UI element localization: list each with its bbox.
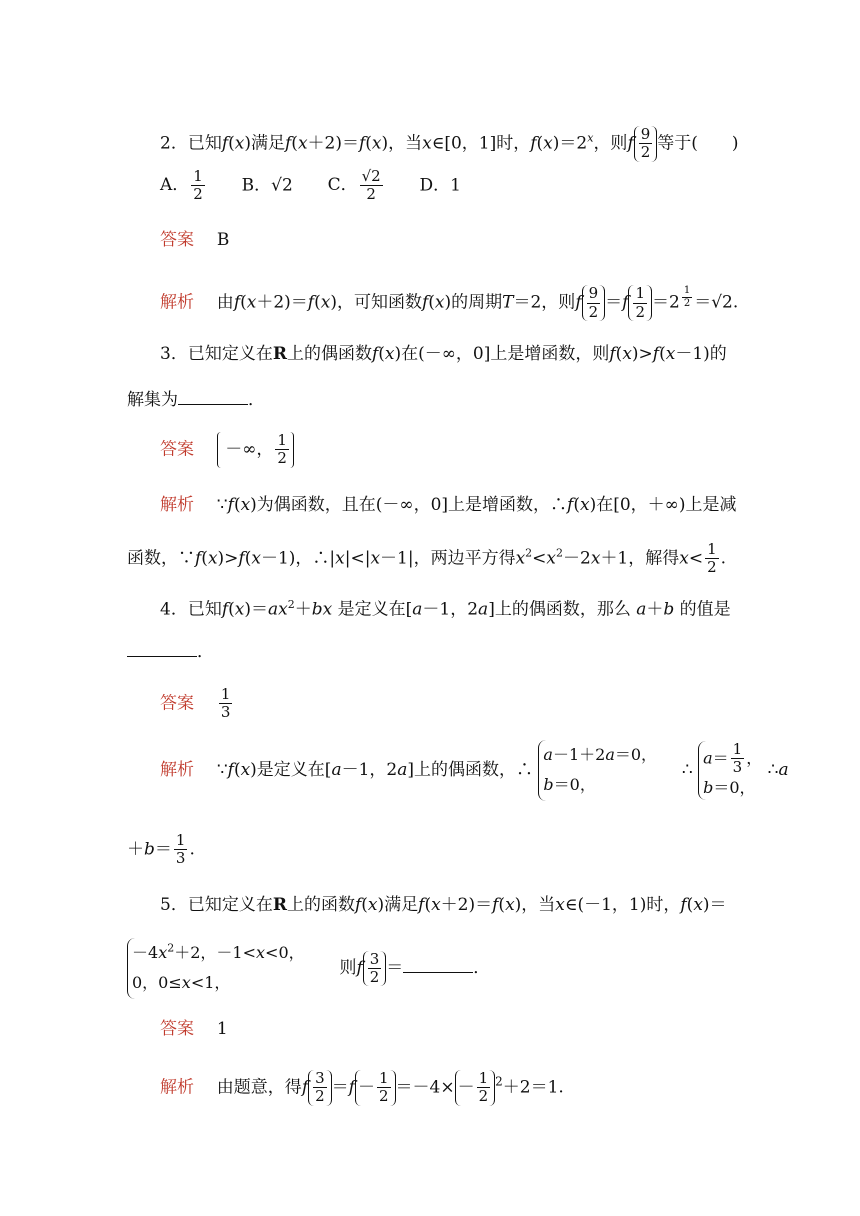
q5-stem-line2: $-4x^2+2$，－1<x<0， 0，0≤x<1， 则f $\frac{3}{2}$ ＝ ． <box>127 938 490 999</box>
q3-stem-line2: 解集为 ． <box>127 390 265 410</box>
q2-option-b: B．√2 <box>241 175 293 196</box>
q4-stem-line1: 4．已知$f(x)=ax^2+bx$ 是定义在[a－1，2a]上的偶函数，那么 a＋b 的值是 <box>160 598 731 620</box>
q2-options <box>160 168 461 204</box>
q4-analysis-label: 解析 <box>160 759 194 780</box>
q3-analysis-line1: 解析 ∵f(x)为偶函数，且在(－∞，0]上是增函数，∴f(x)在[0，＋∞)上是减 <box>160 495 737 515</box>
q3-answer-value: －∞， $\frac{1}{2}$ <box>217 432 294 468</box>
q2-analysis-label: 解析 <box>160 292 194 313</box>
q4-analysis-line1: 解析 ∵f(x)是定义在[a－1，2a]上的偶函数，∴ a－1＋2a＝0， b＝0， ∴ a＝ $\frac{1}{3}$ ， b＝0， ∴a <box>160 740 789 801</box>
q5-analysis-row: 解析 由题意，得f $\frac{3}{2}$ ＝f － $\frac{1}{2}$ ＝－4× － $\frac{1}{2}$ $^2$＋2＝1. <box>160 1069 564 1106</box>
q5-answer-label: 答案 <box>160 1019 194 1039</box>
q3-answer-label: 答案 <box>160 439 194 460</box>
q5-stem-line1: 5．已知定义在R上的函数f(x)满足f(x＋2)＝f(x)，当x∈(－1，1)时，f(x)＝ <box>160 895 727 915</box>
q2-analysis-row: 解析 由f(x＋2)＝f(x)，可知函数f(x)的周期T＝2，则f $\frac{9}{2}$ ＝f $\frac{1}{2}$ ＝2 $^{\frac{1}{2}}$ ＝√2. <box>160 284 739 321</box>
q4-stem-line2: ． <box>127 644 214 661</box>
q4-system-2: a＝ $\frac{1}{3}$ ， b＝0， <box>698 741 762 801</box>
q3-analysis-label: 解析 <box>160 495 194 515</box>
q3-stem-line1: 3．已知定义在R上的偶函数f(x)在(－∞，0]上是增函数，则f(x)>f(x－1)的 <box>160 344 727 364</box>
q2-option-a: A． $\frac{1}{2}$ <box>160 167 203 204</box>
q4-answer-row <box>160 686 234 722</box>
q2-option-d: D．1 <box>419 175 461 196</box>
q2-stem: 2．已知f(x)满足f(x＋2)＝f(x)，当x∈[0，1]时，$f(x)=2^x$，则f $\frac{9}{2}$ 等于( ) <box>160 125 739 162</box>
q4-analysis-line2: ＋b＝ $\frac{1}{3}$ . <box>127 831 195 868</box>
q4-answer-value: $\frac{1}{3}$ <box>220 685 231 722</box>
q5-answer-row <box>160 1021 228 1038</box>
q5-piecewise: $-4x^2+2$，－1<x<0， 0，0≤x<1， <box>127 938 305 999</box>
q2-option-c: C． $\frac{√2}{2}$ <box>327 167 381 204</box>
q5-answer-value: 1 <box>216 1019 228 1039</box>
q2-answer-value: B <box>216 230 230 250</box>
q3-answer-row <box>160 432 294 468</box>
q5-analysis-label: 解析 <box>160 1077 194 1098</box>
q3-analysis-line2: 函数，∵f(x)>f(x－1)，∴|x|<|x－1|，两边平方得$x^2<x^2-2x+1$，解得x< $\frac{1}{2}$ . <box>127 540 727 577</box>
q4-system-1: a－1＋2a＝0， b＝0， <box>538 740 657 801</box>
q2-answer-row <box>160 232 229 249</box>
q4-answer-label: 答案 <box>160 693 194 714</box>
q2-answer-label: 答案 <box>160 230 194 250</box>
